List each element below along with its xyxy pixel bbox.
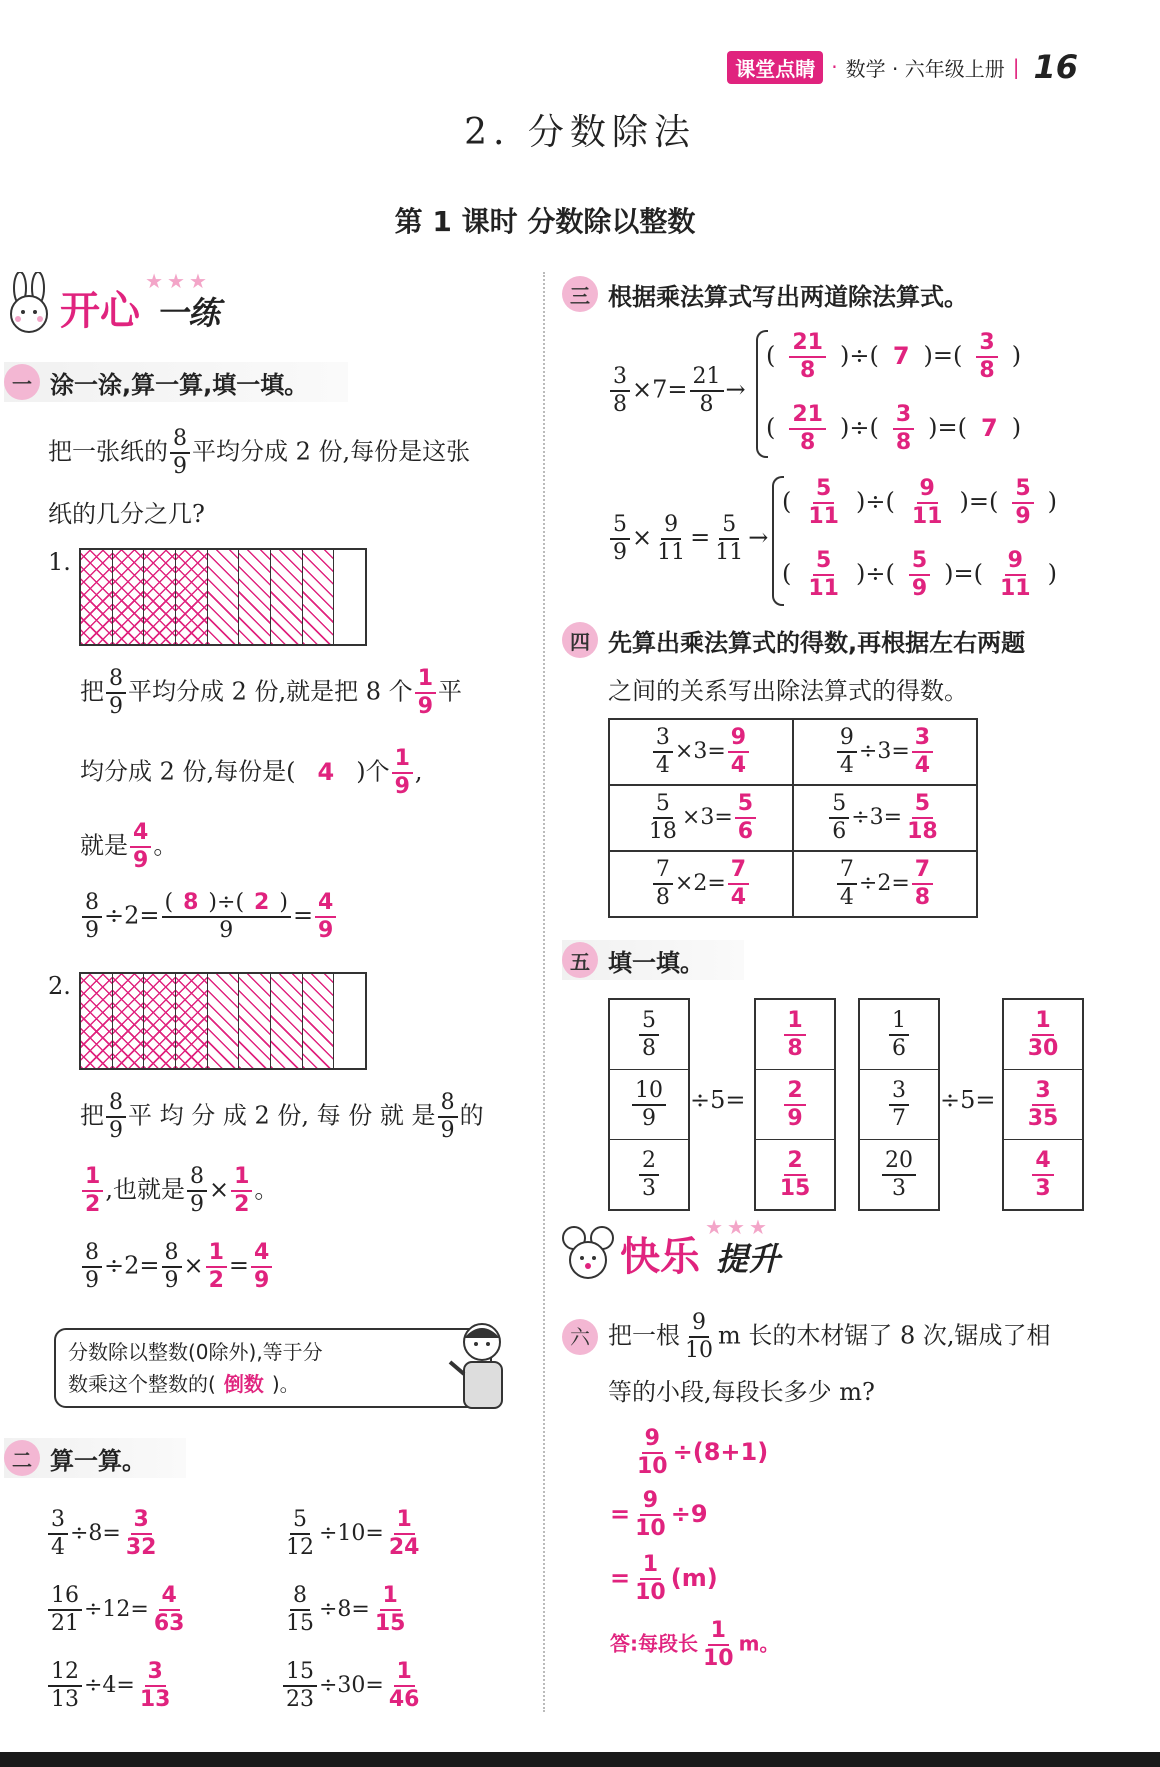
section-6-number: 六	[562, 1319, 598, 1355]
fraction: $\frac{4}{3}$	[1032, 1150, 1053, 1200]
banner1-a: 开心	[60, 288, 140, 334]
s1-line-1: 把 $\frac{8}{9}$ 平均分成 2 份,就是把 8 个 $\frac{1}{9}$ 平	[80, 666, 462, 719]
s1-q-a: 把一张纸的	[48, 437, 168, 466]
banner2-b: 提升	[715, 1240, 780, 1278]
s5-op-1: ÷5=	[690, 1086, 746, 1114]
fraction: $\frac{5}{8}$	[639, 1010, 659, 1060]
section-4-table	[608, 718, 978, 918]
s2-exercise: $\frac{12}{13}$ ÷4= $\frac{3}{13}$	[46, 1661, 281, 1711]
fraction: $\frac{5}{6}$	[735, 793, 756, 843]
student-icon	[448, 1318, 518, 1414]
s3-g1-row1: ( $\frac{21}{8}$ )÷( 7 )=( $\frac{3}{8}$ )	[766, 330, 1022, 383]
fraction: $\frac{2}{3}$	[639, 1150, 659, 1200]
section-4-number: 四	[562, 622, 598, 658]
s2-row	[46, 1572, 516, 1648]
s6-answer: 答:每段长 $\frac{1}{10}$ m。	[610, 1618, 780, 1671]
lesson-title: 第 1 课时 分数除以整数	[394, 205, 696, 238]
fraction: $\frac{9}{4}$	[837, 727, 857, 777]
fraction: $\frac{16}{21}$	[48, 1585, 82, 1635]
s2-exercise: $\frac{3}{4}$ ÷8= $\frac{3}{32}$	[46, 1509, 281, 1559]
s5-cell	[610, 1000, 688, 1070]
fraction: $\frac{5}{12}$	[286, 1507, 314, 1560]
s6-work-2: = $\frac{9}{10}$ ÷9	[610, 1488, 708, 1541]
table-row	[609, 719, 977, 785]
banner1-stars: ★★★	[145, 269, 211, 293]
fraction: $\frac{20}{3}$	[882, 1150, 916, 1200]
s5-cell	[756, 1070, 834, 1140]
paper-diagram-1	[79, 548, 367, 646]
s1-q-b: 平均分成 2 份,每份是这张	[192, 437, 471, 466]
s3-group-1-lhs: $\frac{3}{8}$ ×7= $\frac{21}{8}$ →	[608, 366, 746, 416]
banner-happy-improve	[562, 1215, 780, 1282]
table-row	[609, 851, 977, 917]
header-badge: 课堂点睛	[727, 51, 823, 84]
section-2-label: 算一算。	[50, 1446, 146, 1475]
table-cell: $\frac{3}{4}$ ×3= $\frac{9}{4}$	[609, 719, 793, 785]
s1-equation-1: $\frac{8}{9}$ ÷2= $\frac{( 8 )\div( 2 )}{9}$ = $\frac{4}{9}$	[80, 892, 338, 942]
s6-work-3: = $\frac{1}{10}$ (m)	[610, 1552, 718, 1605]
section-3-label: 根据乘法算式写出两道除法算式。	[608, 282, 968, 311]
fraction: $\frac{1}{46}$	[388, 1659, 420, 1712]
s2-row	[46, 1496, 516, 1572]
fraction: $\frac{3}{7}$	[889, 1080, 909, 1130]
fraction: $\frac{9}{4}$	[728, 727, 749, 777]
s5-cell	[860, 1140, 938, 1209]
s5-cell	[860, 1000, 938, 1070]
s5-cell	[1004, 1140, 1082, 1209]
fraction: $\frac{7}{4}$	[728, 859, 749, 909]
s5-cell	[1004, 1000, 1082, 1070]
fraction: $\frac{10}{9}$	[632, 1080, 666, 1130]
fraction: $\frac{3}{35}$	[1027, 1077, 1059, 1131]
column-divider	[543, 272, 545, 1712]
fraction: $\frac{1}{24}$	[388, 1507, 420, 1560]
fraction: $\frac{4}{63}$	[153, 1583, 185, 1636]
header-subject: 数学 · 六年级上册	[845, 56, 1005, 81]
frac-8-9: $\frac{8}{9}$	[170, 428, 190, 478]
fraction: $\frac{2}{9}$	[784, 1080, 805, 1130]
section-4-label2: 之间的关系写出除法算式的得数。	[608, 676, 968, 705]
answer-4: 4	[317, 757, 335, 786]
part-2-label: 2.	[48, 972, 71, 1000]
fraction: $\frac{3}{4}$	[912, 727, 933, 777]
page-header	[727, 48, 1078, 86]
section-5-number: 五	[562, 942, 598, 978]
page-bottom-edge	[0, 1752, 1160, 1767]
table-cell: $\frac{7}{4}$ ÷2= $\frac{7}{8}$	[793, 851, 977, 917]
s3-g1-row2: ( $\frac{21}{8}$ )÷( $\frac{3}{8}$ )=( 7 )	[766, 402, 1022, 455]
s5-left-column-1	[608, 998, 690, 1211]
fraction: $\frac{2}{15}$	[779, 1147, 811, 1201]
s1-question-line1	[48, 428, 470, 478]
section-5-heading	[562, 940, 744, 980]
s1-line-2: 均分成 2 份,每份是( 4 )个 $\frac{1}{9}$ ,	[80, 746, 423, 799]
s3-g2-row1: ( $\frac{5}{11}$ )÷( $\frac{9}{11}$ )=( $\frac{5}{9}$ )	[782, 476, 1057, 529]
chapter-title: 2. 分数除法	[464, 112, 696, 153]
banner2-a: 快乐	[620, 1234, 700, 1280]
s5-cell	[756, 1140, 834, 1209]
s2-exercise: $\frac{8}{15}$ ÷8= $\frac{1}{15}$	[281, 1585, 516, 1635]
rule-note: 分数除以整数(0除外),等于分 数乘这个整数的( 倒数 )。	[54, 1328, 492, 1408]
section-6-question-line2: 等的小段,每段长多少 m?	[608, 1378, 875, 1406]
fraction: $\frac{1}{6}$	[889, 1010, 909, 1060]
fraction: $\frac{3}{13}$	[139, 1659, 171, 1712]
fraction: $\frac{7}{8}$	[653, 859, 673, 909]
table-cell: $\frac{5}{6}$ ÷3= $\frac{5}{18}$	[793, 785, 977, 851]
s3-group-2-lhs: $\frac{5}{9}$ × $\frac{9}{11}$ = $\frac{5}{11}$ →	[608, 514, 768, 564]
table-cell: $\frac{9}{4}$ ÷3= $\frac{3}{4}$	[793, 719, 977, 785]
s1-line-4: 把 $\frac{8}{9}$ 平 均 分 成 2 份, 每 份 就 是 $\frac{8}{9}$ 的	[80, 1090, 484, 1143]
section-5-label: 填一填。	[608, 948, 704, 977]
fraction: $\frac{5}{6}$	[829, 793, 849, 843]
s1-line-5: $\frac{1}{2}$ ,也就是 $\frac{8}{9}$ × $\frac{1}{2}$ 。	[80, 1166, 278, 1216]
s3-g2-row2: ( $\frac{5}{11}$ )÷( $\frac{5}{9}$ )=( $\frac{9}{11}$ )	[782, 548, 1057, 601]
header-sep: |	[1012, 55, 1020, 79]
section-2-heading	[4, 1438, 186, 1478]
s2-row	[46, 1648, 516, 1724]
s5-cell	[610, 1070, 688, 1140]
section-1-number: 一	[4, 364, 40, 400]
banner2-stars: ★★★	[705, 1215, 771, 1239]
header-dot: ·	[831, 55, 838, 79]
section-1-label: 涂一涂,算一算,填一填。	[50, 370, 309, 399]
fraction: $\frac{1}{8}$	[784, 1010, 805, 1060]
section-3-number: 三	[562, 276, 598, 312]
fraction: $\frac{12}{13}$	[48, 1661, 82, 1711]
section-4-label1: 先算出乘法算式的得数,再根据左右两题	[608, 628, 1026, 657]
part-1-label: 1.	[48, 548, 71, 576]
s1-line-3: 就是 $\frac{4}{9}$ 。	[80, 820, 178, 873]
banner-happy-practice	[4, 269, 220, 336]
fraction: $\frac{8}{15}$	[286, 1583, 314, 1636]
s5-answer-column-2	[1002, 998, 1084, 1211]
s2-exercise: $\frac{15}{23}$ ÷30= $\frac{1}{46}$	[281, 1661, 516, 1711]
s1-equation-2: $\frac{8}{9}$ ÷2= $\frac{8}{9}$ × $\frac{1}{2}$ = $\frac{4}{9}$	[80, 1242, 274, 1292]
fraction: $\frac{1}{15}$	[374, 1583, 406, 1636]
section-1-heading	[4, 362, 348, 402]
fraction: $\frac{7}{8}$	[912, 859, 933, 909]
rabbit-icon	[4, 272, 54, 336]
fraction: $\frac{1}{30}$	[1027, 1007, 1059, 1061]
fraction: $\frac{3}{32}$	[125, 1507, 157, 1560]
s5-answer-column-1	[754, 998, 836, 1211]
s1-question-line2: 纸的几分之几?	[48, 500, 205, 528]
section-2-number: 二	[4, 1440, 40, 1476]
table-row	[609, 785, 977, 851]
fraction: $\frac{3}{4}$	[48, 1509, 68, 1559]
mouse-icon	[562, 1222, 614, 1282]
s2-exercise: $\frac{16}{21}$ ÷12= $\frac{4}{63}$	[46, 1585, 281, 1635]
section-3-heading	[562, 274, 968, 314]
s5-op-2: ÷5=	[940, 1086, 996, 1114]
fraction: $\frac{5}{18}$	[648, 791, 677, 844]
note-answer: 倒数	[223, 1372, 264, 1396]
s5-cell	[610, 1140, 688, 1209]
s5-cell	[860, 1070, 938, 1140]
s2-exercise: $\frac{5}{12}$ ÷10= $\frac{1}{24}$	[281, 1509, 516, 1559]
table-cell: $\frac{7}{8}$ ×2= $\frac{7}{4}$	[609, 851, 793, 917]
s5-cell	[1004, 1070, 1082, 1140]
section-4-heading	[562, 620, 1025, 660]
page-number: 16	[1033, 48, 1078, 86]
section-2-exercises	[46, 1496, 516, 1724]
banner1-b: 一练	[155, 294, 220, 332]
s5-left-column-2	[858, 998, 940, 1211]
paper-diagram-2	[79, 972, 367, 1070]
fraction: $\frac{7}{4}$	[837, 859, 857, 909]
fraction: $\frac{5}{18}$	[907, 791, 938, 844]
fraction: $\frac{3}{4}$	[653, 727, 673, 777]
table-cell: $\frac{5}{18}$ ×3= $\frac{5}{6}$	[609, 785, 793, 851]
fraction: $\frac{15}{23}$	[283, 1661, 317, 1711]
s6-work-1: $\frac{9}{10}$ ÷(8+1)	[637, 1426, 769, 1479]
section-6-question-line1: 六 把一根 $\frac{9}{10}$ m 长的木材锯了 8 次,锯成了相	[562, 1312, 1051, 1362]
s5-cell	[756, 1000, 834, 1070]
